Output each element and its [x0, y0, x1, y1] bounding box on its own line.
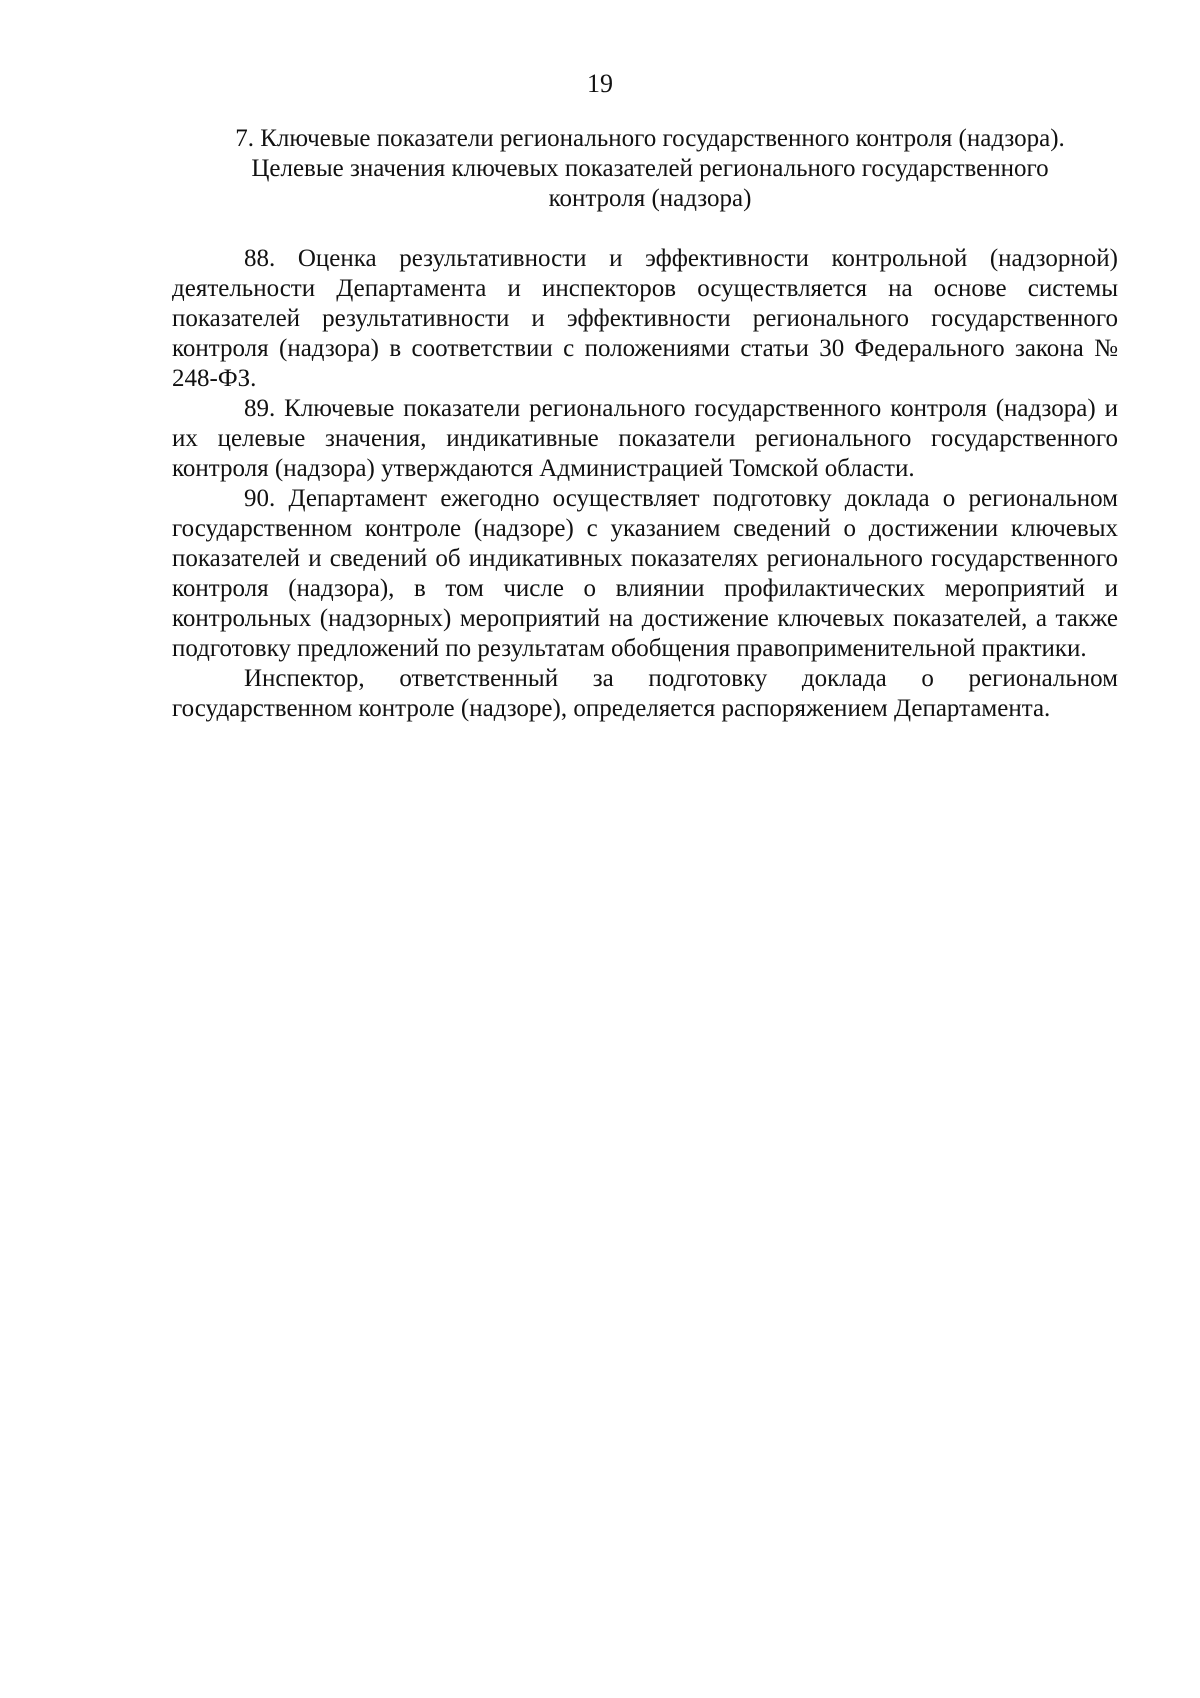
paragraph-90: 90. Департамент ежегодно осуществляет подготовку доклада о региональном государственном контроле (надзоре) с указанием сведений о достижении ключевых показателей и сведений об индикативных показателях регионального государственного контроля (надзора), в том числе о влиянии профилактических мероприятий и контрольных (надзорных) мероприятий на достижение ключевых показателей, а также подготовку предложений по результатам обобщения правоприменительной практики.: [172, 485, 1118, 662]
paragraph-88: 88. Оценка результативности и эффективности контрольной (надзорной) деятельности Департамента и инспекторов осуществляется на основе системы показателей результативности и эффективности регионального государственного контроля (надзора) в соответствии с положениями статьи 30 Федерального закона № 248-ФЗ.: [172, 245, 1118, 392]
section-heading-line: 7. Ключевые показатели регионального государственного контроля (надзора).: [235, 125, 1065, 152]
paragraph-89: 89. Ключевые показатели регионального государственного контроля (надзора) и их целевые значения, индикативные показатели регионального государственного контроля (надзора) утверждаются Администрацией Томской области.: [172, 395, 1118, 482]
section-heading-line: Целевые значения ключевых показателей регионального государственного: [251, 155, 1049, 182]
paragraph-inspector: Инспектор, ответственный за подготовку доклада о региональном государственном контроле (надзоре), определяется распоряжением Департамента.: [172, 665, 1118, 722]
section-heading: [170, 124, 1130, 214]
page-number: 19: [587, 69, 613, 98]
document-body: [172, 244, 1118, 724]
section-heading-line: контроля (надзора): [548, 185, 752, 212]
